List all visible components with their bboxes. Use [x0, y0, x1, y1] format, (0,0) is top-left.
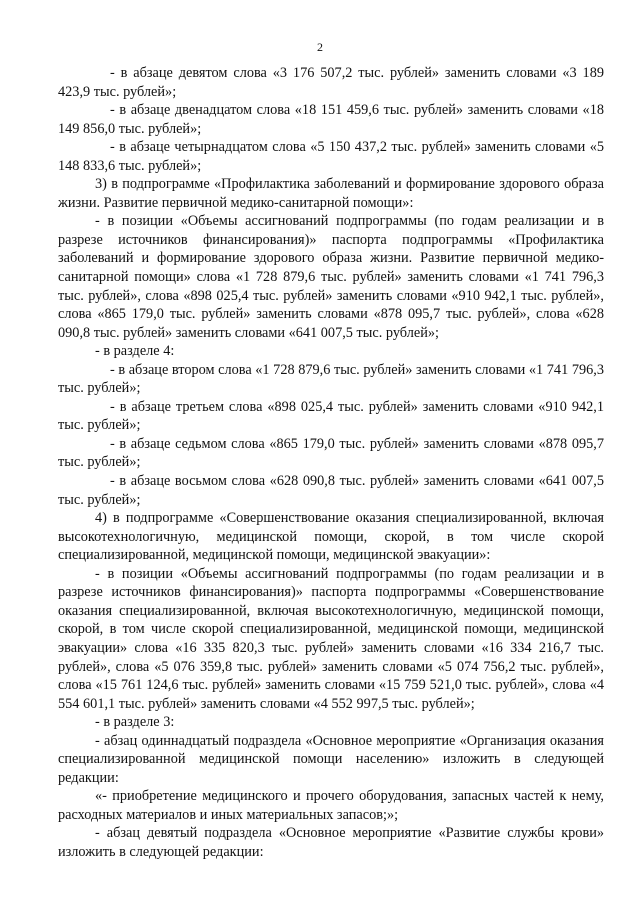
paragraph: - в позиции «Объемы ассигнований подпрограммы (по годам реализации и в разрезе источников финансирования)» паспорта подпрограммы «Профилактика заболеваний и формирование здорового образа жизни. Развитие первичной медико-санитарной помощи» слова «1 728 879,6 тыс. рублей» заменить словами «1 741 796,3 тыс. рублей», слова «898 025,4 тыс. рублей» заменить словами «910 942,1 тыс. рублей», слова «865 179,0 тыс. рублей» заменить словами «878 095,7 тыс. рублей», слова «628 090,8 тыс. рублей» заменить словами «641 007,5 тыс. рублей»;	[58, 213, 604, 341]
paragraph: - в разделе 3:	[95, 714, 175, 731]
paragraph: 3) в подпрограмме «Профилактика заболеваний и формирование здорового образа жизни. Развитие первичной медико-санитарной помощи»:	[58, 176, 604, 211]
paragraph: - в абзаце девятом слова «3 176 507,2 тыс. рублей» заменить словами «3 189 423,9 тыс. рублей»;	[58, 65, 604, 100]
paragraph: - абзац одиннадцатый подраздела «Основное мероприятие «Организация оказания специализированной медицинской помощи населению» изложить в следующей редакции:	[58, 732, 604, 786]
paragraph: «- приобретение медицинского и прочего оборудования, запасных частей к нему, расходных материалов и иных материальных запасов;»;	[58, 788, 604, 823]
paragraph: - абзац девятый подраздела «Основное мероприятие «Развитие службы крови» изложить в следующей редакции:	[58, 825, 604, 860]
paragraph: 4) в подпрограмме «Совершенствование оказания специализированной, включая высокотехнологичную, медицинской помощи, скорой, в том числе скорой специализированной, медицинской помощи, медицинской эвакуации»:	[58, 510, 604, 564]
paragraph: - в абзаце втором слова «1 728 879,6 тыс. рублей» заменить словами «1 741 796,3 тыс. рублей»;	[58, 361, 604, 397]
paragraph: - в абзаце седьмом слова «865 179,0 тыс. рублей» заменить словами «878 095,7 тыс. рублей»;	[58, 435, 604, 471]
paragraph: - в абзаце третьем слова «898 025,4 тыс. рублей» заменить словами «910 942,1 тыс. рублей»;	[58, 398, 604, 434]
paragraph: - в абзаце двенадцатом слова «18 151 459,6 тыс. рублей» заменить словами «18 149 856,0 тыс. рублей»;	[58, 102, 604, 137]
paragraph: - в разделе 4:	[95, 343, 175, 360]
document-body	[58, 64, 604, 862]
paragraph: - в абзаце восьмом слова «628 090,8 тыс. рублей» заменить словами «641 007,5 тыс. рублей»;	[58, 473, 604, 508]
page-number: 2	[317, 40, 323, 54]
paragraph: - в позиции «Объемы ассигнований подпрограммы (по годам реализации и в разрезе источников финансирования)» паспорта подпрограммы «Совершенствование оказания специализированной, включая высокотехнологичную, медицинской помощи, скорой, в том числе скорой специализированной, медицинской помощи, медицинской эвакуации» слова «16 335 820,3 тыс. рублей» заменить словами «16 334 216,7 тыс. рублей», слова «5 076 359,8 тыс. рублей» заменить словами «5 074 756,2 тыс. рублей», слова «15 761 124,6 тыс. рублей» заменить словами «15 759 521,0 тыс. рублей», слова «4 554 601,1 тыс. рублей» заменить словами «4 552 997,5 тыс. рублей»;	[58, 565, 604, 712]
paragraph: - в абзаце четырнадцатом слова «5 150 437,2 тыс. рублей» заменить словами «5 148 833,6 тыс. рублей»;	[58, 139, 604, 174]
